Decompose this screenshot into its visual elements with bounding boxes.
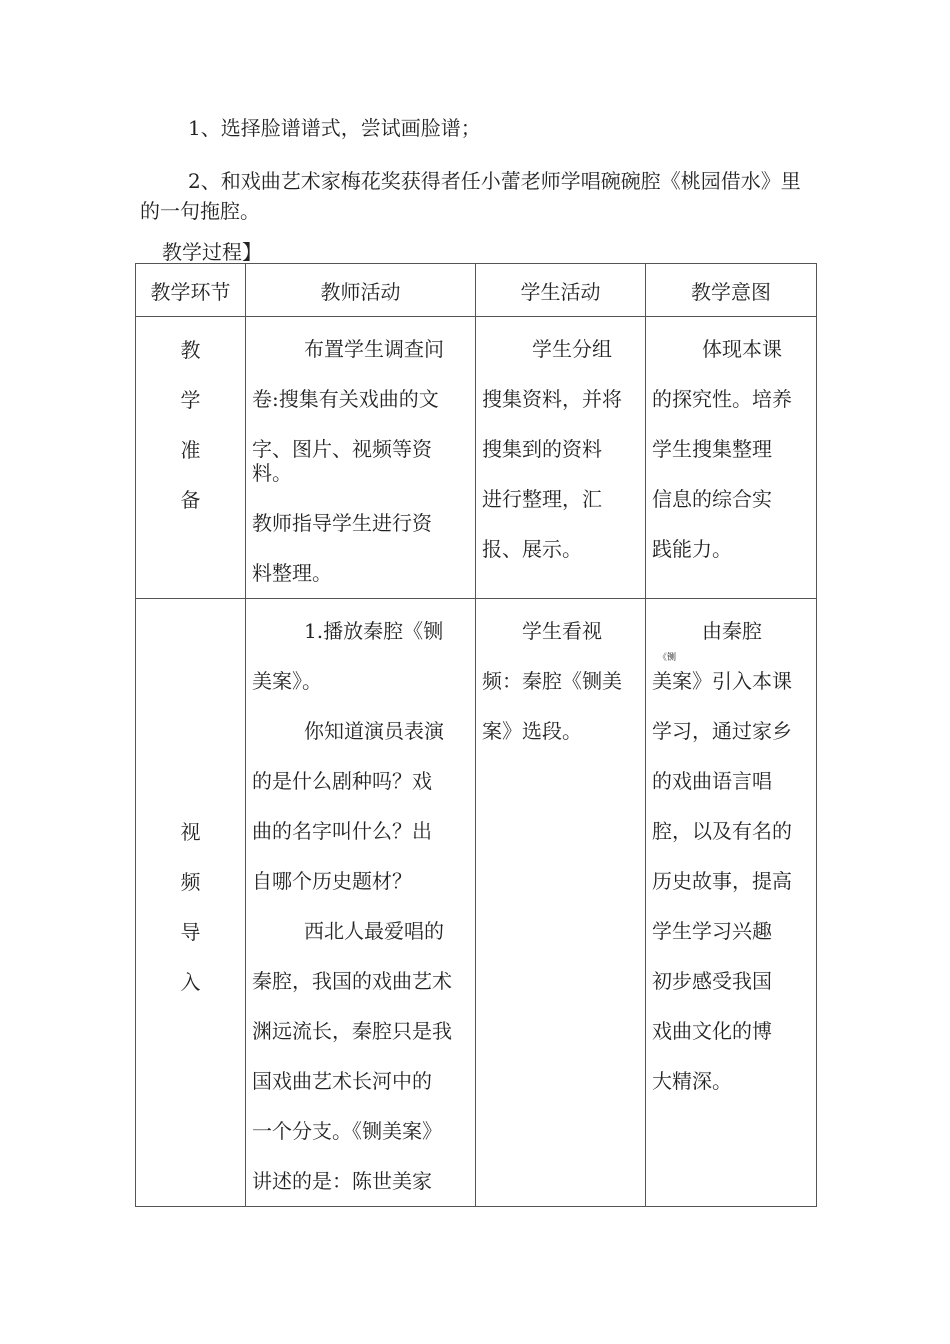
text-line: 教师指导学生进行资 [252,511,432,535]
text-line: 搜集资料，并将 [482,387,622,411]
stage-cell [136,317,246,599]
stage-char: 频 [180,869,201,894]
text-line: 腔，以及有名的 [652,819,792,843]
text-line: 的是什么剧种吗？戏 [252,769,432,793]
student-cell [476,599,646,1207]
text-line: 进行整理，汇 [482,487,602,511]
intent-cell [646,317,817,599]
text-line: 布置学生调查问 [304,337,444,361]
text-line: 戏曲文化的博 [652,1019,772,1043]
table-row [136,599,817,1207]
text-line: 美案》。 [252,669,322,693]
text-line: 由秦腔 [702,619,762,643]
header-stage: 教学环节 [136,264,246,317]
text-line: 你知道演员表演 [304,719,444,743]
stage-char: 备 [180,488,201,512]
text-line: 讲述的是：陈世美家 [252,1169,432,1193]
text-line: 践能力。 [652,537,732,561]
student-cell [476,317,646,599]
lesson-table [135,263,817,1207]
text-line: 大精深。 [652,1069,732,1093]
table-row [136,317,817,599]
text-line: 信息的综合实 [652,487,772,511]
header-student: 学生活动 [476,264,646,317]
text-line: 搜集到的资料 [482,437,602,461]
stage-char: 视 [180,819,201,844]
stage-char: 导 [180,919,201,944]
text-line: 国戏曲艺术长河中的 [252,1069,432,1093]
stage-cell [136,599,246,1207]
text-line: 报、展示。 [482,537,582,561]
stage-char: 准 [180,438,201,462]
text-line: 学习，通过家乡 [652,719,792,743]
table-header-row [136,264,817,317]
teacher-cell [246,317,476,599]
text-line: 体现本课 [702,337,782,361]
header-intent: 教学意图 [646,264,817,317]
intent-cell: 由秦腔 《铡 美案》引入本课 学习，通过家乡 的戏曲语言唱 腔，以及有名的 历史故事，提高 学生学习兴趣 初步感受我国 戏曲文化的博 大精深。 [646,599,817,1207]
instruction-line-1: 1、选择脸谱谱式，尝试画脸谱； [188,116,481,140]
text-line: 曲的名字叫什么？出 [252,819,432,843]
text-line: 学生分组 [532,337,612,361]
text-line: 频：秦腔《铡美 [482,669,622,693]
text-line: 学生看视 [522,619,602,643]
text-line: 历史故事，提高 [652,869,792,893]
stage-char: 学 [180,388,201,412]
text-line: 美案》引入本课 [652,669,792,693]
text-line: 初步感受我国 [652,969,772,993]
stage-char: 教 [180,338,201,362]
text-line: 卷:搜集有关戏曲的文 [252,387,439,411]
teacher-cell [246,599,476,1207]
text-line: 1.播放秦腔《铡 [304,619,444,643]
text-line: 的戏曲语言唱 [652,769,772,793]
text-line: 西北人最爱唱的 [304,919,444,943]
instruction-line-2: 2、和戏曲艺术家梅花奖获得者任小蕾老师学唱碗碗腔《桃园借水》里的一句拖腔。 [140,169,801,223]
text-line: 自哪个历史题材？ [252,869,412,893]
text-line: 秦腔，我国的戏曲艺术 [252,969,452,993]
text-line: 一个分支。《铡美案》 [252,1119,442,1143]
text-line: 学生学习兴趣 [652,919,772,943]
text-line: 案》选段。 [482,719,582,743]
section-heading: 教学过程】 [162,240,262,264]
text-line: 的探究性。培养 [652,387,792,411]
header-teacher: 教师活动 [246,264,476,317]
text-line: 料整理。 [252,561,332,585]
text-line: 学生搜集整理 [652,437,772,461]
text-line: 字、图片、视频等资料。 [252,437,432,485]
text-line: 渊远流长，秦腔只是我 [252,1019,452,1043]
stage-char: 入 [180,969,201,994]
